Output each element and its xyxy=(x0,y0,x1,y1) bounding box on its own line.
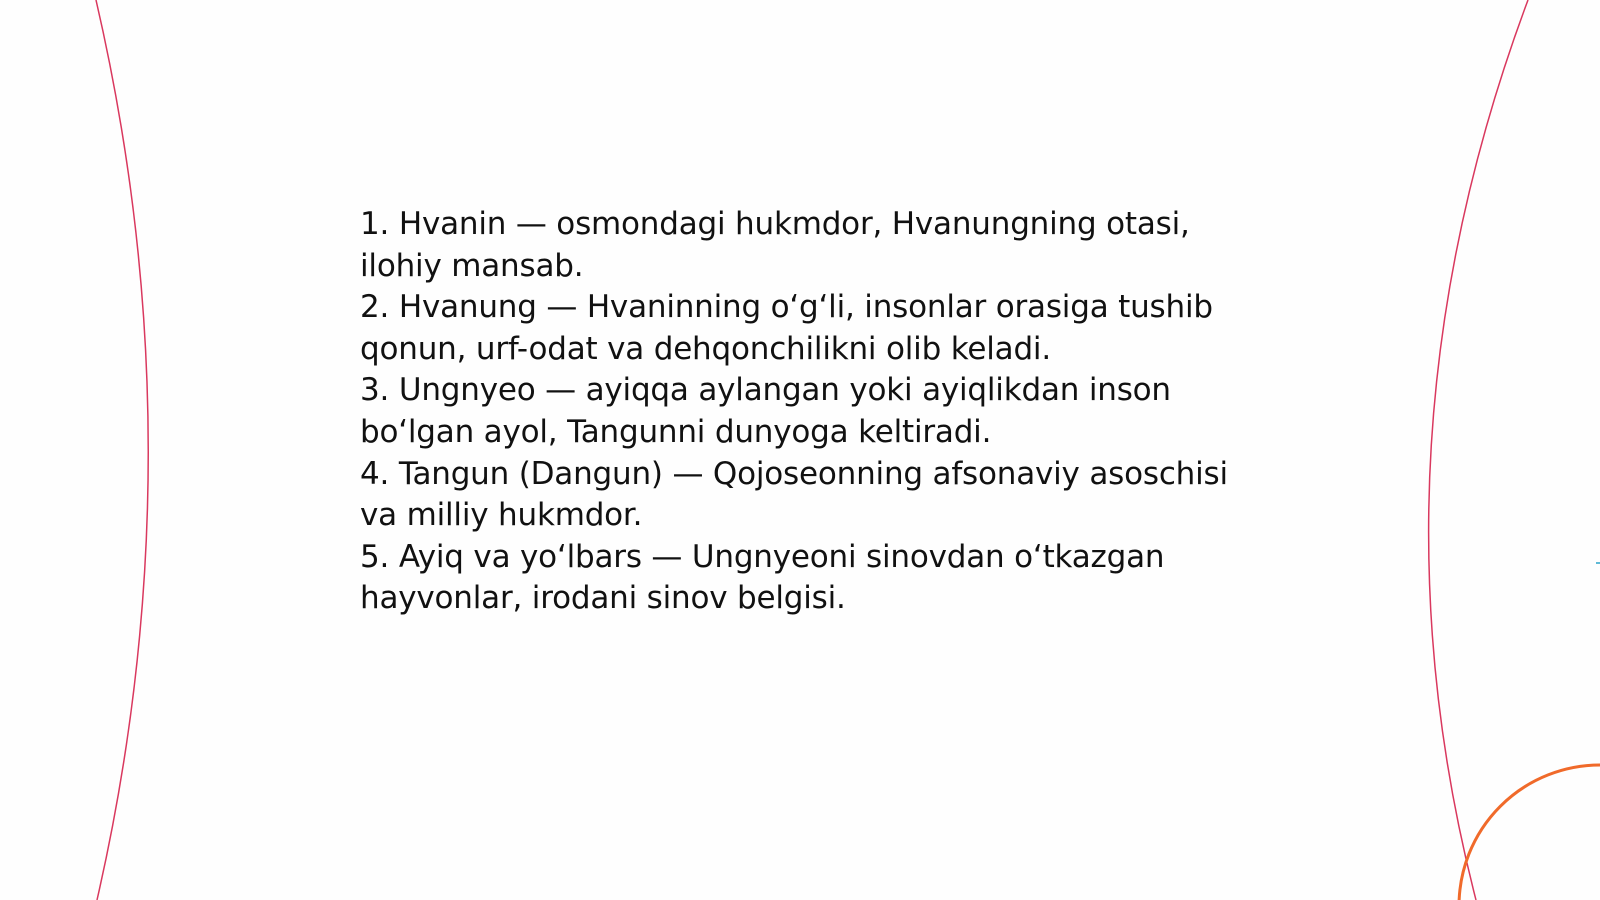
slide-text-block xyxy=(360,204,1260,620)
list-item-text: Ungnyeo — ayiqqa aylangan yoki ayiqlikdan inson bo‘lgan ayol, Tangunni dunyoga keltiradi. xyxy=(360,372,1171,450)
list-item xyxy=(360,287,1260,370)
list-item-text: Ayiq va yo‘lbars — Ungnyeoni sinovdan o‘tkazgan hayvonlar, irodani sinov belgisi. xyxy=(360,538,1165,617)
list-item-number: 1. xyxy=(360,206,390,242)
list-item-number: 3. xyxy=(360,372,390,409)
list-item-text: Hvanin — osmondagi hukmdor, Hvanungning otasi, ilohiy mansab. xyxy=(360,206,1190,284)
list-item-text: Tangun (Dangun) — Qojoseonning afsonaviy asoschisi va milliy hukmdor. xyxy=(360,455,1228,534)
right-curve xyxy=(1429,0,1528,900)
list-item xyxy=(360,454,1260,537)
list-item xyxy=(360,204,1260,287)
list-item xyxy=(360,537,1260,620)
list-item xyxy=(360,370,1260,453)
list-item-number: 4. xyxy=(360,455,390,492)
bottom-right-arc xyxy=(1459,765,1600,900)
list-item-number: 5. xyxy=(360,538,390,575)
list-item-number: 2. xyxy=(360,289,390,326)
left-curve xyxy=(96,0,148,900)
list-item-text: Hvanung — Hvaninning o‘g‘li, insonlar orasiga tushib qonun, urf-odat va dehqonchilikni olib keladi. xyxy=(360,289,1213,367)
